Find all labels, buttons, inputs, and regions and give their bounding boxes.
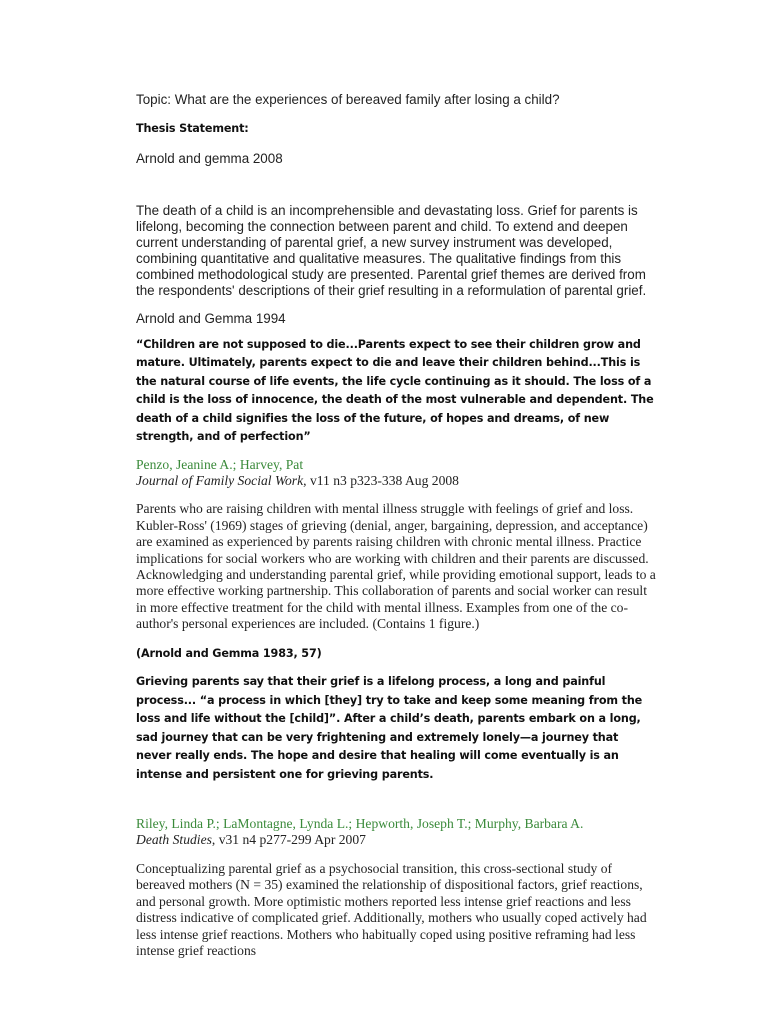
abstract-riley: Conceptualizing parental grief as a psychosocial transition, this cross-sectional study of bereaved mothers (N = 35) examined the relationship of dispositional factors, grief reactions, and personal growth. More optimistic mothers reported less intense grief reactions and less distress indicative of complicated grief. Additionally, mothers who usually coped actively had less intense grief reactions. Mothers who habitually coped using positive reframing had less intense grief reactions [136,860,647,958]
thesis-label: Thesis Statement: [136,122,249,135]
journal-details: , v11 n3 p323-338 Aug 2008 [303,472,459,488]
reference-arnold-gemma-2008: Arnold and gemma 2008 [136,150,283,166]
reference-arnold-gemma-1983: (Arnold and Gemma 1983, 57) [136,646,322,660]
journal-title: Death Studies [136,832,212,848]
citation-authors-penzo[interactable]: Penzo, Jeanine A.; Harvey, Pat [136,456,304,472]
topic-heading: Topic: What are the experiences of bereaved family after losing a child? [136,92,560,107]
reference-arnold-gemma-1994: Arnold and Gemma 1994 [136,310,286,326]
abstract-penzo: Parents who are raising children with mental illness struggle with feelings of grief and loss. Kubler-Ross' (1969) stages of grieving (denial, anger, bargaining, depression, and acceptance) are examined as experienced by parents raising children with chronic mental illness. Practice implications for social workers who are working with children and their parents are discussed. Acknowledging and understanding parental grief, while providing emotional support, leads to a more effective working partnership. This collaboration of parents and social worker can result in more effective treatment for the child with mental illness. Examples from one of the co-author's personal experiences are included. (Contains 1 figure.) [136,501,656,632]
journal-title: Journal of Family Social Work [136,472,304,488]
citation-authors-riley[interactable]: Riley, Linda P.; LaMontagne, Lynda L.; Hepworth, Joseph T.; Murphy, Barbara A. [136,816,584,832]
journal-details: , v31 n4 p277-299 Apr 2007 [211,832,366,848]
citation-journal-line [136,473,656,489]
paragraph-parental-grief: The death of a child is an incomprehensible and devastating loss. Grief for parents is lifelong, becoming the connection between parent and child. To extend and deepen current understanding of parental grief, a new survey instrument was developed, combining quantitative and qualitative measures. The qualitative findings from this combined methodological study are presented. Parental grief themes are derived from the respondents' descriptions of their grief resulting in a reformulation of parental grief. [136,202,647,298]
citation-journal-line [136,832,656,848]
quote-children-not-supposed-to-die: “Children are not supposed to die...Parents expect to see their children grow and mature. Ultimately, parents expect to die and leave their children behind...This is the natural course of life events, the life cycle continuing as it should. The loss of a child is the loss of innocence, the death of the most vulnerable and dependent. The death of a child signifies the loss of the future, of hopes and dreams, of new strength, and of perfection” [136,337,654,443]
document-page [136,92,656,959]
quote-grieving-parents: Grieving parents say that their grief is a lifelong process, a long and painful process... “a process in which [they] try to take and keep some meaning from the loss and life without the [child]”. After a child’s death, parents embark on a long, sad journey that can be very frightening and extremely lonely—a journey that never really ends. The hope and desire that healing will come eventually is an intense and persistent one for grieving parents. [136,675,643,781]
